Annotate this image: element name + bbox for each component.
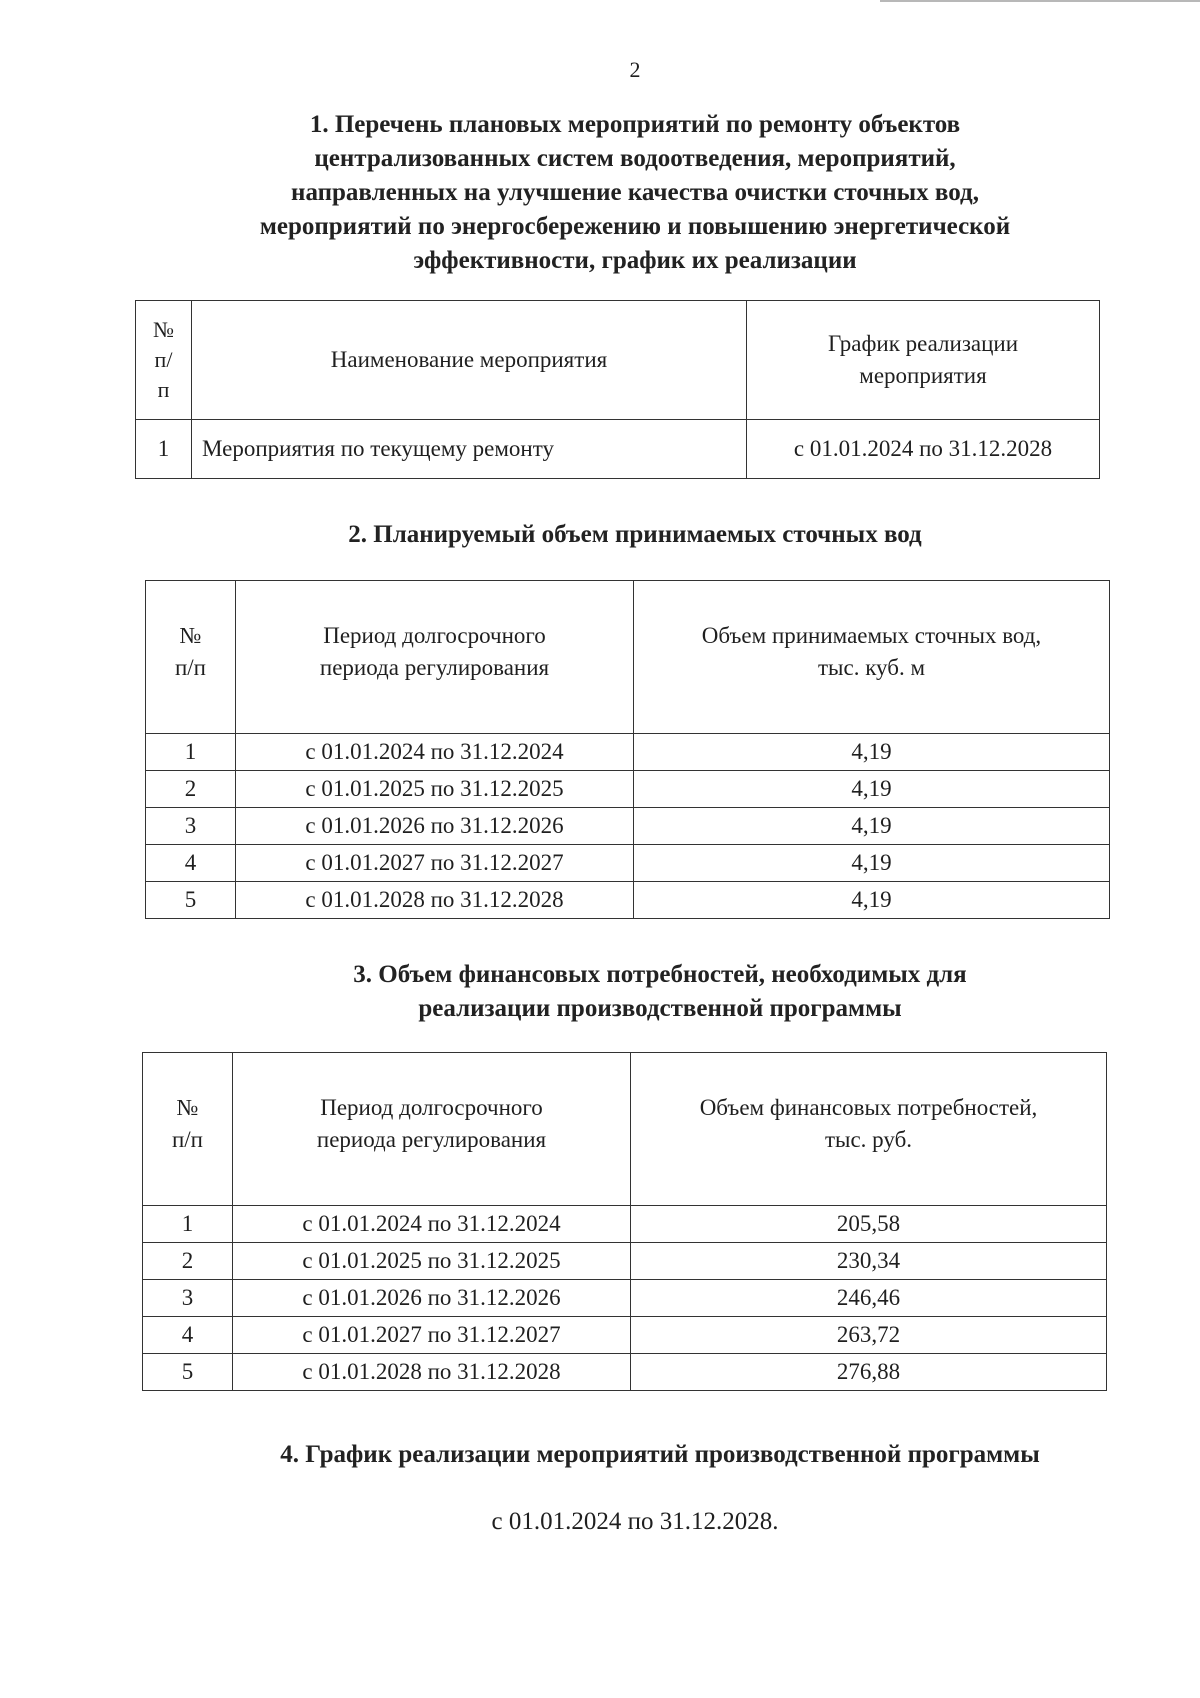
header-line: п/п: [174, 655, 206, 680]
section-1-title-line: направленных на улучшение качества очистки сточных вод,: [291, 179, 979, 206]
header-line: №: [153, 317, 174, 342]
header-line: п/п: [171, 1127, 203, 1152]
table-header-row: [143, 1053, 1107, 1206]
row-financial-value: 230,34: [631, 1243, 1107, 1280]
section-1-title-line: централизованных систем водоотведения, мероприятий,: [314, 145, 956, 172]
row-number: 5: [146, 882, 236, 919]
row-number: 4: [143, 1317, 233, 1354]
column-header-activity-name: Наименование мероприятия: [192, 301, 747, 420]
table-row: [146, 771, 1110, 808]
row-financial-value: 205,58: [631, 1206, 1107, 1243]
row-financial-value: 246,46: [631, 1280, 1107, 1317]
row-period: с 01.01.2028 по 31.12.2028: [236, 882, 634, 919]
row-number: 3: [146, 808, 236, 845]
table-row: [143, 1243, 1107, 1280]
row-financial-value: 276,88: [631, 1354, 1107, 1391]
row-volume: 4,19: [634, 882, 1110, 919]
section-1-title-line: эффективности, график их реализации: [413, 247, 857, 274]
section-1-title-line: 1. Перечень плановых мероприятий по ремонту объектов: [309, 111, 961, 138]
wastewater-volume-table: [145, 580, 1110, 919]
row-number: 2: [146, 771, 236, 808]
row-period: с 01.01.2026 по 31.12.2026: [233, 1280, 631, 1317]
section-3-title: [280, 958, 1040, 1026]
table-header-row: [146, 581, 1110, 734]
header-line: Период долгосрочного: [323, 623, 546, 648]
header-line: периода регулирования: [319, 655, 550, 680]
row-number: 3: [143, 1280, 233, 1317]
header-line: Объем принимаемых сточных вод,: [701, 623, 1042, 648]
header-line: №: [179, 623, 202, 648]
row-volume: 4,19: [634, 808, 1110, 845]
activity-name: Мероприятия по текущему ремонту: [192, 420, 747, 479]
row-number: 5: [143, 1354, 233, 1391]
header-line: тыс. куб. м: [817, 655, 925, 680]
column-header-period: [236, 581, 634, 734]
table-row: [146, 808, 1110, 845]
row-period: с 01.01.2027 по 31.12.2027: [233, 1317, 631, 1354]
table-row: [146, 845, 1110, 882]
table-row: [143, 1280, 1107, 1317]
row-volume: 4,19: [634, 734, 1110, 771]
section-4-title: 4. График реализации мероприятий производственной программы: [280, 1441, 1040, 1468]
column-header-financial-needs: [631, 1053, 1107, 1206]
table-row: [143, 1317, 1107, 1354]
table-row: [143, 1354, 1107, 1391]
implementation-period: с 01.01.2024 по 31.12.2028.: [491, 1508, 779, 1535]
page-number: 2: [629, 57, 641, 82]
row-period: с 01.01.2028 по 31.12.2028: [233, 1354, 631, 1391]
row-number: 1: [143, 1206, 233, 1243]
header-line: п/: [154, 347, 173, 372]
table-row: [136, 420, 1100, 479]
table-row: [143, 1206, 1107, 1243]
section-3-title-line: реализации производственной программы: [418, 995, 902, 1022]
header-line: тыс. руб.: [824, 1127, 913, 1152]
column-header-volume: [634, 581, 1110, 734]
header-line: №: [176, 1095, 199, 1120]
table-header-row: [136, 301, 1100, 420]
row-number: 1: [146, 734, 236, 771]
column-header-schedule: [747, 301, 1100, 420]
activities-table: [135, 300, 1100, 479]
row-period: с 01.01.2026 по 31.12.2026: [236, 808, 634, 845]
section-1-title-line: мероприятий по энергосбережению и повышению энергетической: [259, 213, 1011, 240]
column-header-period: [233, 1053, 631, 1206]
row-period: с 01.01.2025 по 31.12.2025: [233, 1243, 631, 1280]
header-line: п: [157, 377, 170, 402]
row-period: с 01.01.2025 по 31.12.2025: [236, 771, 634, 808]
table-row: [146, 882, 1110, 919]
section-2-title: 2. Планируемый объем принимаемых сточных вод: [348, 521, 922, 548]
financial-needs-table: [142, 1052, 1107, 1391]
row-volume: 4,19: [634, 845, 1110, 882]
row-period: с 01.01.2027 по 31.12.2027: [236, 845, 634, 882]
header-line: периода регулирования: [316, 1127, 547, 1152]
column-header-number: [136, 301, 192, 420]
section-3-title-line: 3. Объем финансовых потребностей, необходимых для: [353, 961, 967, 988]
row-number: 2: [143, 1243, 233, 1280]
column-header-number: [146, 581, 236, 734]
header-line: График реализации: [827, 331, 1019, 356]
row-volume: 4,19: [634, 771, 1110, 808]
scan-edge-line: [880, 0, 1200, 2]
section-1-title: [195, 108, 1075, 278]
row-period: с 01.01.2024 по 31.12.2024: [233, 1206, 631, 1243]
row-financial-value: 263,72: [631, 1317, 1107, 1354]
column-header-number: [143, 1053, 233, 1206]
row-period: с 01.01.2024 по 31.12.2024: [236, 734, 634, 771]
header-line: Объем финансовых потребностей,: [699, 1095, 1038, 1120]
table-row: [146, 734, 1110, 771]
row-number: 1: [136, 420, 192, 479]
header-line: мероприятия: [859, 363, 987, 388]
header-line: Период долгосрочного: [320, 1095, 543, 1120]
row-number: 4: [146, 845, 236, 882]
activity-schedule: с 01.01.2024 по 31.12.2028: [747, 420, 1100, 479]
